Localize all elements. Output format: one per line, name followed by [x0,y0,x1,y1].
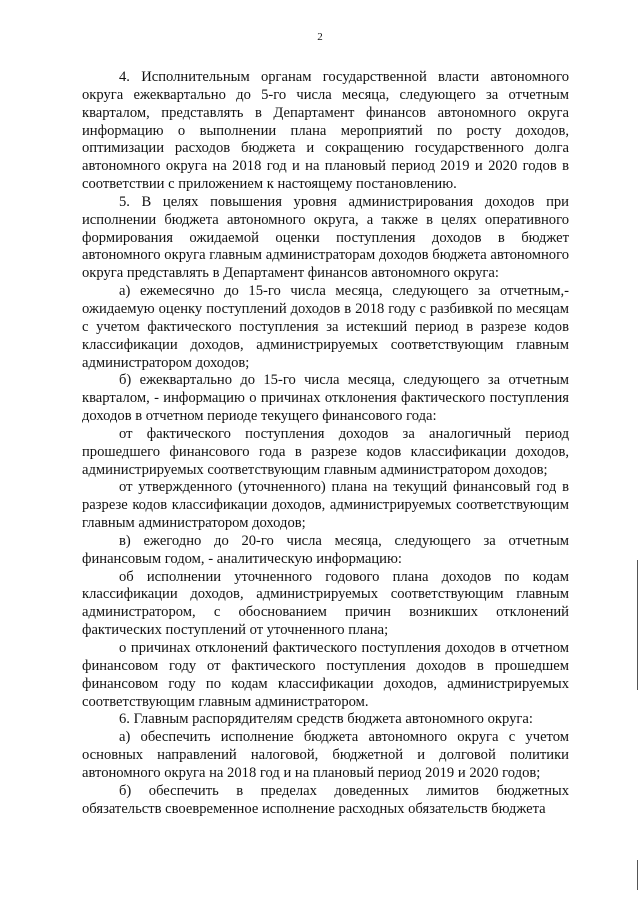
paragraph-5v-item-1: об исполнении уточненного годового плана доходов по кодам классификации доходов, администрируемых соответствующим главным администратором, с обоснованием причин возникших отклонений фактических поступлений от уточненного плана; [82,568,569,639]
paragraph-5: 5. В целях повышения уровня администрирования доходов при исполнении бюджета автономного округа, а также в целях оперативного формирования ожидаемой оценки поступления доходов в бюджет автономного округа главным администраторам доходов бюджета автономного округа представлять в Департамент финансов автономного округа: [82,193,569,282]
page-number: 2 [317,31,323,43]
document-body [82,69,569,818]
paragraph-5b-item-1: от фактического поступления доходов за аналогичный период прошедшего финансового года в разрезе кодов классификации доходов, администрируемых соответствующим главным администратором доходов; [82,425,569,478]
scan-edge-mark-bottom [637,860,638,890]
paragraph-6a: а) обеспечить исполнение бюджета автономного округа с учетом основных направлений налоговой, бюджетной и долговой политики автономного округа на 2018 год и на плановый период 2019 и 2020 годов; [82,729,569,781]
paragraph-5v-item-2: о причинах отклонений фактического поступления доходов в отчетном финансовом году от фактического поступления доходов в прошедшем финансовом году по кодам классификации доходов, администрируемых соответствующим главным администратором. [82,640,569,710]
paragraph-6b: б) обеспечить в пределах доведенных лимитов бюджетных обязательств своевременное исполнение расходных обязательств бюджета [82,782,569,817]
paragraph-5b: б) ежеквартально до 15-го числа месяца, следующего за отчетным кварталом, - информацию о причинах отклонения фактического поступления доходов в отчетном периоде текущего финансового года: [82,372,569,425]
scan-edge-mark [637,560,638,690]
paragraph-5v: в) ежегодно до 20-го числа месяца, следующего за отчетным финансовым годом, - аналитическую информацию: [82,532,569,567]
paragraph-6: 6. Главным распорядителям средств бюджета автономного округа: [119,711,533,728]
paragraph-5a: а) ежемесячно до 15-го числа месяца, следующего за отчетным,- ожидаемую оценку поступлений доходов в 2018 году с разбивкой по месяцам с учетом фактического поступления за истекший период в разрезе кодов классификации доходов, администрируемых соответствующим главным администратором доходов; [82,283,569,371]
paragraph-5b-item-2: от утвержденного (уточненного) плана на текущий финансовый год в разрезе кодов классификации доходов, администрируемых соответствующим главным администратором доходов; [82,479,569,532]
paragraph-4: 4. Исполнительным органам государственной власти автономного округа ежеквартально до 5-го числа месяца, следующего за отчетным кварталом, представлять в Департамент финансов автономного округа информацию о выполнении плана мероприятий по росту доходов, оптимизации расходов бюджета и сокращению государственного долга автономного округа на 2018 год и на плановый период 2019 и 2020 годов в соответствии с приложением к настоящему постановлению. [82,69,569,193]
